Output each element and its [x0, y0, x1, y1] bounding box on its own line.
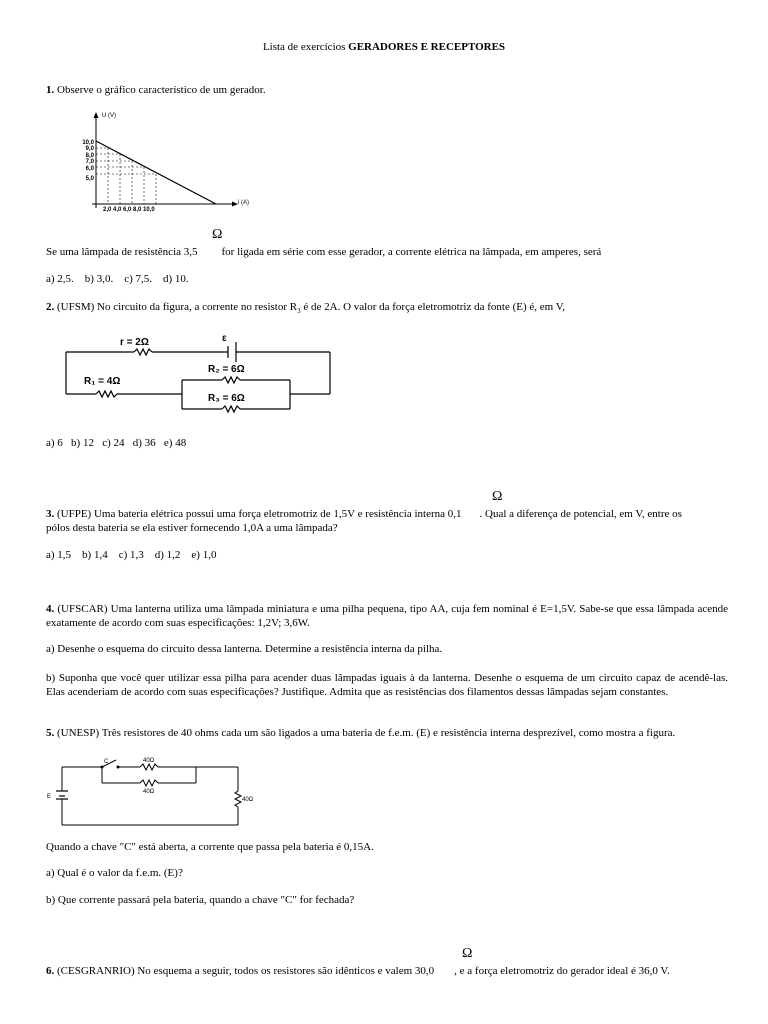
q1-options: a) 2,5. b) 3,0. c) 7,5. d) 10.	[46, 273, 189, 285]
q1-prompt: 1. Observe o gráfico característico de um gerador.	[46, 84, 266, 96]
label-r: r = 2Ω	[120, 337, 149, 348]
q1-graph	[72, 108, 262, 214]
q6-prompt: 6. (CESGRANRIO) No esquema a seguir, todos os resistores são idênticos e valem 30,0 , e a força eletromotriz do gerador ideal é 36,0 V.	[46, 965, 670, 977]
switch-contact	[117, 766, 120, 769]
q5-item-a: a) Qual é o valor da f.e.m. (E)?	[46, 867, 183, 879]
q3-options: a) 1,5 b) 1,4 c) 1,3 d) 1,2 e) 1,0	[46, 549, 217, 561]
y-tick-label: 6,0	[85, 166, 94, 172]
q4-prompt: 4. (UFSCAR) Uma lanterna utiliza uma lâmpada miniatura e uma pilha pequena, tipo AA, cuja fem nominal é E=1,5V. Sabe-se que essa lâmpada acende exatamente de acordo com suas especificações: 1,2V; 3,6W.	[46, 603, 728, 629]
y-tick-labels	[82, 140, 94, 182]
q1-omega-symbol: Ω	[212, 227, 223, 242]
q5-statement: Quando a chave "C" está aberta, a corrente que passa pela bateria é 0,15A.	[46, 841, 374, 853]
label-battery: E	[47, 794, 52, 800]
page-title: Lista de exercícios GERADORES E RECEPTORES	[262, 41, 506, 53]
y-tick-label: 8,0	[85, 153, 94, 159]
q5-item-b: b) Que corrente passará pela bateria, quando a chave "C" for fechada?	[46, 894, 355, 906]
y-axis-label: U (V)	[102, 113, 116, 119]
q1-statement: Se uma lâmpada de resistência 3,5 for ligada em série com esse gerador, a corrente elétrica na lâmpada, em amperes, será	[46, 246, 602, 258]
q3-prompt-cont: pólos desta bateria se ela estiver fornecendo 1,0A a uma lâmpada?	[46, 522, 338, 534]
q3-prompt: 3. (UFPE) Uma bateria elétrica possui uma força eletromotriz de 1,5V e resistência interna 0,1 . Qual a diferença de potencial, em V, entre os	[46, 508, 682, 520]
switch-pivot	[101, 766, 104, 769]
label-r-top: 40Ω	[143, 758, 155, 764]
label-r3: R₃ = 6Ω	[208, 393, 245, 404]
q2-prompt: 2. (UFSM) No circuito da figura, a corrente no resistor $R_3$ é de 2A. O valor da força eletromotriz da fonte (E) é, em V,	[46, 301, 566, 316]
y-axis-arrow	[94, 112, 99, 118]
q5-circuit	[46, 755, 256, 831]
q5-prompt: 5. (UNESP) Três resistores de 40 ohms cada um são ligados a uma bateria de f.e.m. (E) e resistência interna desprezível, como mostra a figura.	[46, 727, 676, 739]
y-tick-label: 10,0	[82, 140, 94, 146]
label-r-mid: 40Ω	[143, 789, 155, 795]
q2-options: a) 6 b) 12 c) 24 d) 36 e) 48	[46, 437, 187, 449]
y-tick-label: 7,0	[85, 159, 94, 165]
q6-omega-symbol: Ω	[462, 946, 473, 961]
q4-item-b: b) Suponha que você quer utilizar essa pilha para acender duas lâmpadas iguais à da lanterna. Desenhe o esquema de um circuito capaz de acendê-las. Elas acenderiam de acordo com suas especificações? Justifique. Admita que as resistências dos filamentos dessas lâmpadas sejam constantes.	[46, 672, 728, 698]
label-r2: R₂ = 6Ω	[208, 364, 245, 375]
label-emf: ε	[222, 333, 227, 344]
q2-circuit	[58, 332, 338, 414]
x-tick-labels: 2,0 4,0 6,0 8,0 10,0	[103, 207, 155, 213]
q4-item-a: a) Desenhe o esquema do circuito dessa lanterna. Determine a resistência interna da pilha.	[46, 643, 443, 655]
switch-label: C	[104, 759, 109, 765]
x-axis-label: i (A)	[238, 200, 249, 206]
label-r-right: 40Ω	[242, 797, 254, 803]
y-tick-label: 5,0	[85, 176, 94, 182]
label-r1: R₁ = 4Ω	[84, 376, 121, 387]
y-tick-label: 9,0	[85, 146, 94, 152]
q3-omega-symbol: Ω	[492, 489, 503, 504]
